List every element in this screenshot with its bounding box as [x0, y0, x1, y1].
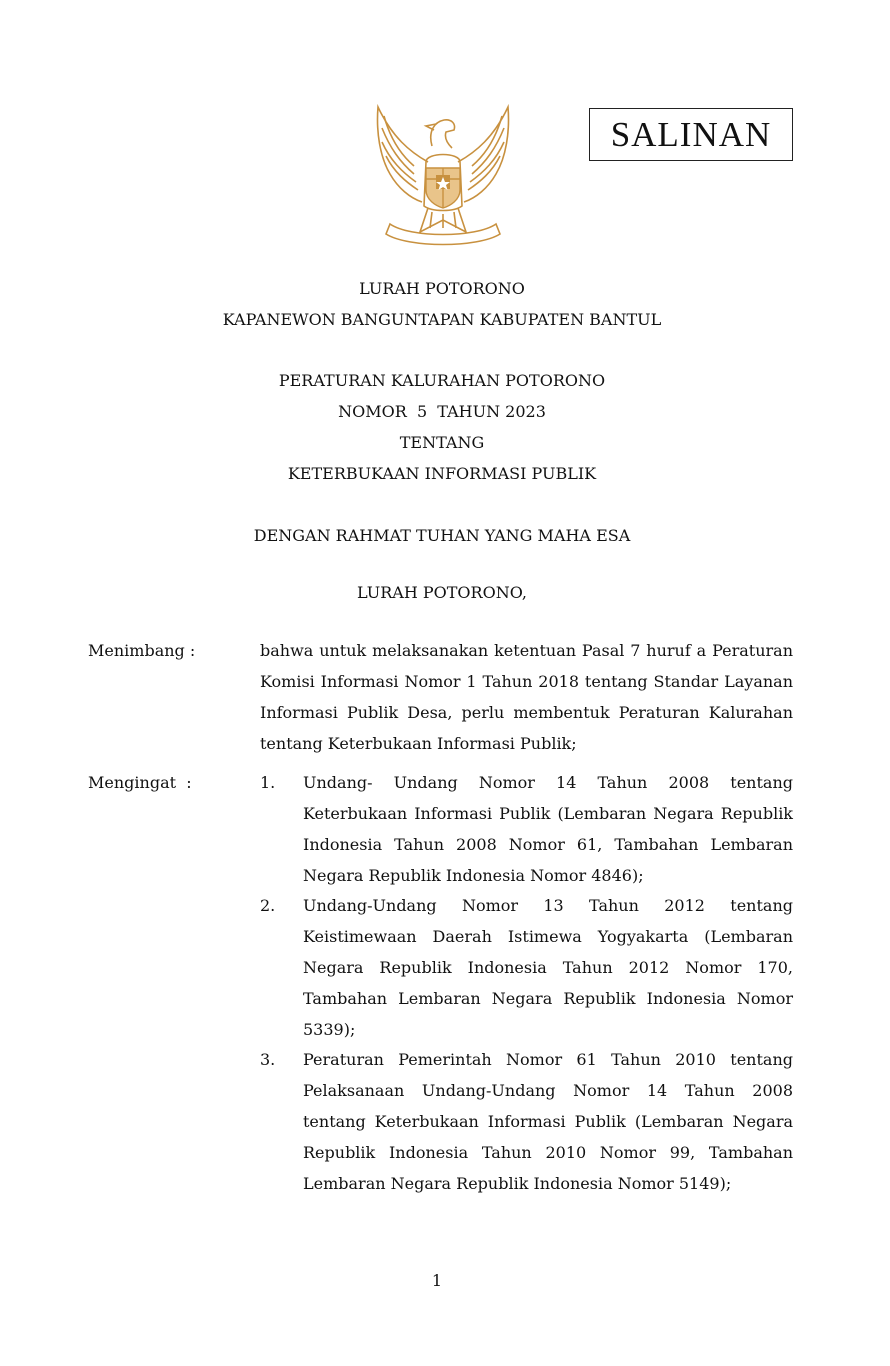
- garuda-emblem-icon: [370, 102, 516, 252]
- header-line-1: LURAH POTORONO: [359, 279, 525, 298]
- title-line-2: NOMOR 5 TAHUN 2023: [338, 402, 546, 421]
- title-line-3: TENTANG: [399, 433, 485, 452]
- menimbang-text: bahwa untuk melaksanakan ketentuan Pasal 7 huruf a Peraturan Komisi Informasi Nomor 1 Tahun 2018 tentang Standar Layanan Informasi Publik Desa, perlu membentuk Peraturan Kalurahan tentang Keterbukaan Informasi Publik;: [260, 641, 793, 753]
- salinan-stamp: SALINAN: [589, 108, 793, 161]
- invocation: DENGAN RAHMAT TUHAN YANG MAHA ESA: [253, 526, 631, 545]
- mengingat-item-3-text: Peraturan Pemerintah Nomor 61 Tahun 2010 tentang Pelaksanaan Undang-Undang Nomor 14 Tahun 2008 tentang Keterbukaan Informasi Publik (Lembaran Negara Republik Indonesia Tahun 2010 Nomor 99, Tambahan Lembaran Negara Republik Indonesia Nomor 5149);: [303, 1050, 793, 1193]
- mengingat-item-3-number: 3.: [260, 1050, 276, 1069]
- mengingat-item-1-number: 1.: [260, 773, 276, 792]
- mengingat-label: Mengingat :: [88, 773, 192, 792]
- title-line-4: KETERBUKAAN INFORMASI PUBLIK: [287, 464, 597, 483]
- header-line-2: KAPANEWON BANGUNTAPAN KABUPATEN BANTUL: [222, 310, 662, 329]
- mengingat-item-2-number: 2.: [260, 896, 276, 915]
- mengingat-item-1-text: Undang- Undang Nomor 14 Tahun 2008 tentang Keterbukaan Informasi Publik (Lembaran Negara Republik Indonesia Tahun 2008 Nomor 61, Tambahan Lembaran Negara Republik Indonesia Nomor 4846);: [303, 773, 793, 885]
- mengingat-item-2-text: Undang-Undang Nomor 13 Tahun 2012 tentang Keistimewaan Daerah Istimewa Yogyakarta (Lembaran Negara Republik Indonesia Tahun 2012 Nomor 170, Tambahan Lembaran Negara Republik Indonesia Nomor 5339);: [303, 896, 793, 1039]
- title-line-1: PERATURAN KALURAHAN POTORONO: [278, 371, 606, 390]
- authority: LURAH POTORONO,: [357, 583, 527, 602]
- page-number: 1: [431, 1271, 443, 1290]
- menimbang-label: Menimbang :: [88, 641, 196, 660]
